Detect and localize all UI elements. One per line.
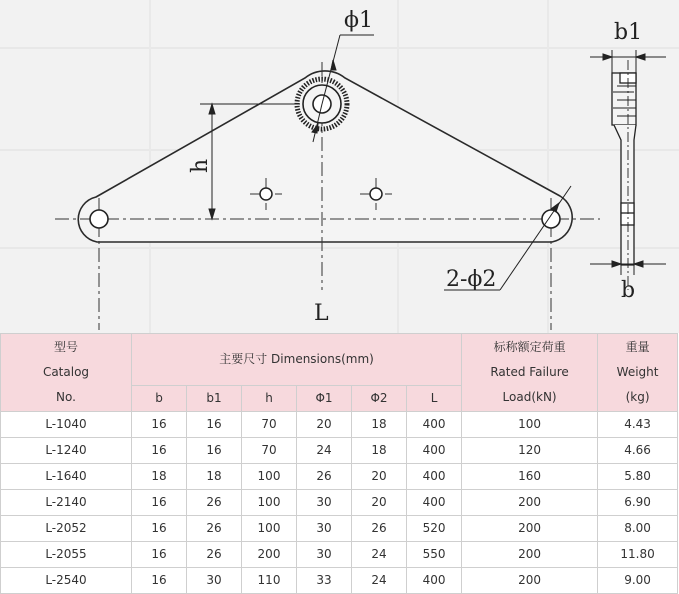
table-row	[1, 412, 678, 438]
cell-h: 110	[242, 568, 297, 594]
cell-phi2: 18	[352, 412, 407, 438]
cell-b1: 30	[187, 568, 242, 594]
cell-load: 200	[462, 542, 598, 568]
cell-b1: 18	[187, 464, 242, 490]
cell-b1: 16	[187, 438, 242, 464]
cell-load: 200	[462, 516, 598, 542]
cell-catalog: L-2052	[1, 516, 132, 542]
cell-L: 400	[407, 412, 462, 438]
cell-load: 100	[462, 412, 598, 438]
b-label: b	[621, 278, 636, 303]
cell-h: 100	[242, 490, 297, 516]
table-row	[1, 542, 678, 568]
cell-phi1: 20	[297, 412, 352, 438]
header-L: L	[407, 386, 462, 412]
cell-h: 70	[242, 412, 297, 438]
phi2-label: 2-ϕ2	[446, 267, 497, 292]
cell-L: 400	[407, 490, 462, 516]
cell-weight: 6.90	[598, 490, 678, 516]
cell-L: 400	[407, 464, 462, 490]
cell-weight: 11.80	[598, 542, 678, 568]
header-b: b	[132, 386, 187, 412]
cell-L: 400	[407, 568, 462, 594]
cell-b: 16	[132, 412, 187, 438]
cell-b1: 26	[187, 542, 242, 568]
cell-L: 400	[407, 438, 462, 464]
cell-weight: 9.00	[598, 568, 678, 594]
cell-L: 520	[407, 516, 462, 542]
cell-catalog: L-1640	[1, 464, 132, 490]
cell-L: 550	[407, 542, 462, 568]
cell-phi1: 30	[297, 516, 352, 542]
header-catalog: 型号 Catalog No.	[1, 334, 132, 412]
cell-h: 100	[242, 516, 297, 542]
cell-phi2: 24	[352, 568, 407, 594]
phi1-label: ϕ1	[344, 8, 373, 33]
cell-b1: 26	[187, 516, 242, 542]
cell-h: 100	[242, 464, 297, 490]
cell-phi2: 26	[352, 516, 407, 542]
cell-b: 18	[132, 464, 187, 490]
cell-phi1: 26	[297, 464, 352, 490]
cell-phi1: 24	[297, 438, 352, 464]
cell-load: 120	[462, 438, 598, 464]
header-load: 标称额定荷重 Rated Failure Load(kN)	[462, 334, 598, 412]
cell-b: 16	[132, 490, 187, 516]
cell-b1: 26	[187, 490, 242, 516]
cell-h: 200	[242, 542, 297, 568]
cell-catalog: L-2140	[1, 490, 132, 516]
table-row	[1, 516, 678, 542]
header-dimensions: 主要尺寸 Dimensions(mm)	[132, 334, 462, 386]
cell-load: 200	[462, 490, 598, 516]
h-label: h	[188, 158, 213, 173]
L-label: L	[314, 301, 329, 326]
cell-catalog: L-2055	[1, 542, 132, 568]
cell-phi2: 20	[352, 490, 407, 516]
cell-phi2: 24	[352, 542, 407, 568]
header-phi2: Φ2	[352, 386, 407, 412]
cell-catalog: L-2540	[1, 568, 132, 594]
specification-table	[0, 333, 678, 594]
cell-weight: 4.43	[598, 412, 678, 438]
cell-b: 16	[132, 516, 187, 542]
cell-load: 160	[462, 464, 598, 490]
header-b1: b1	[187, 386, 242, 412]
cell-catalog: L-1240	[1, 438, 132, 464]
cell-phi1: 33	[297, 568, 352, 594]
cell-catalog: L-1040	[1, 412, 132, 438]
cell-weight: 4.66	[598, 438, 678, 464]
cell-phi1: 30	[297, 542, 352, 568]
cell-b: 16	[132, 542, 187, 568]
table-row	[1, 490, 678, 516]
cell-b: 16	[132, 438, 187, 464]
cell-phi2: 20	[352, 464, 407, 490]
table-row	[1, 438, 678, 464]
cell-h: 70	[242, 438, 297, 464]
b1-label: b1	[614, 20, 643, 45]
cell-load: 200	[462, 568, 598, 594]
cell-b: 16	[132, 568, 187, 594]
table-body	[1, 412, 678, 594]
cell-phi1: 30	[297, 490, 352, 516]
table-row	[1, 568, 678, 594]
cell-b1: 16	[187, 412, 242, 438]
header-weight: 重量 Weight (kg)	[598, 334, 678, 412]
cell-weight: 8.00	[598, 516, 678, 542]
header-h: h	[242, 386, 297, 412]
table-row	[1, 464, 678, 490]
header-phi1: Φ1	[297, 386, 352, 412]
cell-phi2: 18	[352, 438, 407, 464]
cell-weight: 5.80	[598, 464, 678, 490]
